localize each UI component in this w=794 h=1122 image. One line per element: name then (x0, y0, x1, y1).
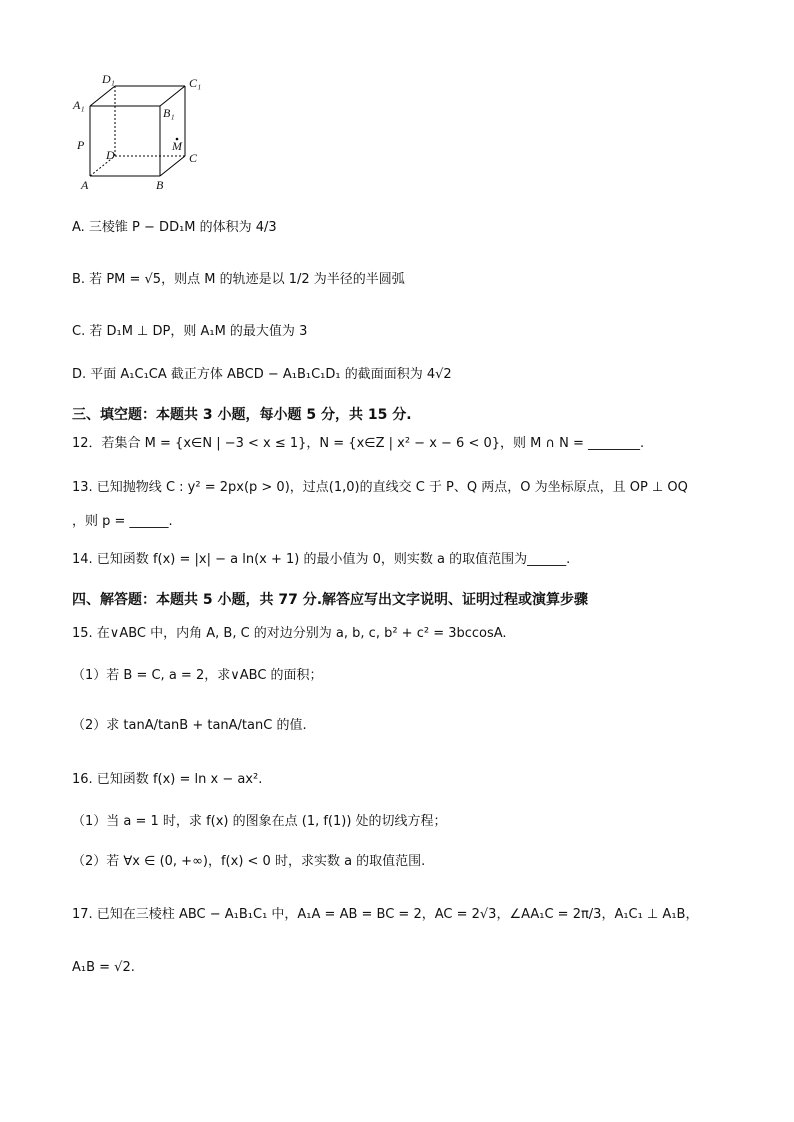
option-a: A. 三棱锥 P − DD₁M 的体积为 4/3 (72, 220, 277, 235)
question-13-line1: 13. 已知抛物线 C : y² = 2px(p > 0)，过点(1,0)的直线交 C 于 P、Q 两点，O 为坐标原点，且 OP ⊥ OQ (72, 480, 688, 495)
label-A1: A₁ (73, 98, 85, 112)
cube-figure (70, 70, 210, 200)
option-d: D. 平面 A₁C₁CA 截正方体 ABCD − A₁B₁C₁D₁ 的截面面积为 4√2 (72, 367, 452, 382)
label-C: C (189, 151, 198, 165)
question-16-part2: （2）若 ∀x ∈ (0, +∞)，f(x) < 0 时，求实数 a 的取值范围. (72, 854, 426, 869)
question-16-stem: 16. 已知函数 f(x) = ln x − ax². (72, 772, 263, 787)
question-17-line1: 17. 已知在三棱柱 ABC − A₁B₁C₁ 中，A₁A = AB = BC = 2，AC = 2√3，∠AA₁C = 2π/3，A₁C₁ ⊥ A₁B， (72, 907, 699, 922)
question-16-part1: （1）当 a = 1 时，求 f(x) 的图象在点 (1, f(1)) 处的切线方程； (72, 814, 447, 829)
option-c: C. 若 D₁M ⊥ DP，则 A₁M 的最大值为 3 (72, 324, 308, 339)
label-A: A (81, 178, 89, 192)
question-14: 14. 已知函数 f(x) = |x| − a ln(x + 1) 的最小值为 0，则实数 a 的取值范围为______. (72, 552, 571, 567)
option-b: B. 若 PM = √5，则点 M 的轨迹是以 1/2 为半径的半圆弧 (72, 272, 405, 287)
label-B: B (156, 178, 164, 192)
label-C1: C₁ (189, 76, 202, 90)
question-13-line2: ，则 p = ______. (72, 514, 173, 529)
question-12: 12．若集合 M = {x∈N | −3 < x ≤ 1}，N = {x∈Z | x² − x − 6 < 0}，则 M ∩ N = ________. (72, 436, 645, 451)
question-15-part2: （2）求 tanA/tanB + tanA/tanC 的值. (72, 718, 307, 733)
question-15-stem: 15. 在∨ABC 中，内角 A, B, C 的对边分别为 a, b, c, b² + c² = 3bccosA. (72, 626, 507, 641)
question-15-part1: （1）若 B = C, a = 2，求∨ABC 的面积； (72, 668, 323, 683)
label-D: D (106, 148, 115, 162)
label-M: M (172, 139, 182, 153)
label-B1: B₁ (163, 106, 175, 120)
label-P: P (77, 138, 85, 152)
section-4-title: 四、解答题：本题共 5 小题，共 77 分.解答应写出文字说明、证明过程或演算步骤 (72, 592, 589, 608)
label-D1: D₁ (102, 72, 115, 86)
question-17-line2: A₁B = √2. (72, 960, 135, 975)
section-3-title: 三、填空题：本题共 3 小题，每小题 5 分，共 15 分. (72, 407, 412, 423)
